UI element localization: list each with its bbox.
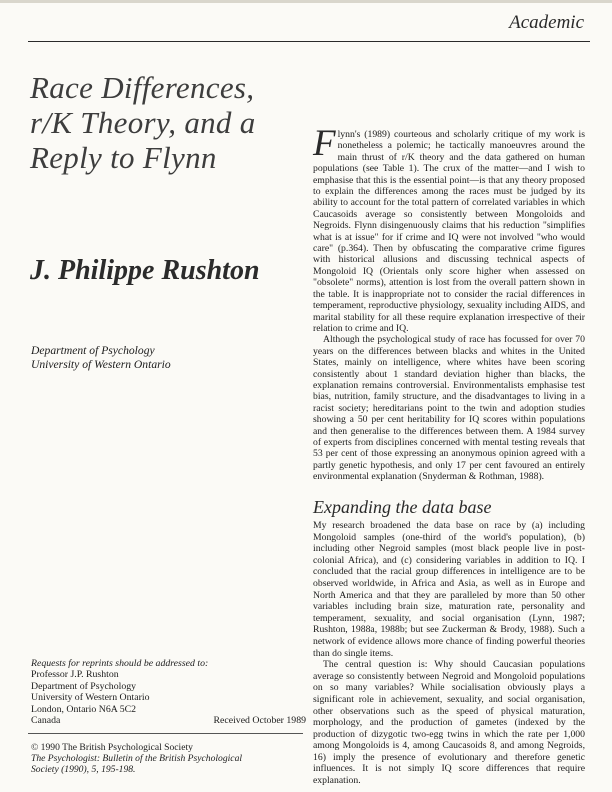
- article-title: Race Differences, r/K Theory, and a Reply to Flynn: [30, 70, 256, 175]
- reprint-lead: Requests for reprints should be addressed to:: [31, 658, 209, 669]
- reprint-university: University of Western Ontario: [31, 692, 150, 704]
- drop-cap: F: [313, 123, 336, 164]
- affiliation: [31, 344, 291, 372]
- journal-credit: [31, 742, 261, 775]
- journal-name: The Psychologist: Bulletin of the British Psychological: [31, 753, 243, 764]
- reprint-country: Canada: [31, 715, 61, 727]
- section-heading: Expanding the data base: [313, 497, 492, 517]
- paragraph-1-text: lynn's (1989) courteous and scholarly critique of my work is nonetheless a polemic; he tactically manoeuvres around the main thrust of r/K theory and the data gathered on human populations (see Table 1). The crux of the matter—and I wish to emphasise that this is the essential point—is that any theory proposed to explain the differences among the races must be judged by its ability to account for the total pattern of correlated variables in which Caucasoids average so consistently between Mongoloids and Negroids. Flynn disingenuously claims that his reduction "simplifies what is at issue" for if crime and IQ were not involved "who would care" (p.364). Then by obfuscating the comparative crime figures with historical allusions and discussing technical aspects of Mongoloid IQ (Orientals only score higher when assessed on "obsolete" norms), attention is lost from the overall pattern shown in the table. It is inappropriate not to consider the racial differences in temperament, reproductive physiology, sexuality including AIDS, and marital stability for all these require explanation irrespective of their relation to crime and IQ.: [313, 129, 585, 334]
- paragraph-3: My research broadened the data base on race by (a) including Mongoloid samples (one-third of the world's population), (b) including other Negroid samples (most black people live in post-colonial Africa), and (c) considering variables in addition to IQ. I concluded that the racial group differences in intelligence are to be observed worldwide, in Africa and Asia, as well as in Europe and North America and that they are paralleled by more than 50 other variables including brain size, maturation rate, personality and temperament, sexuality, and social organisation (Lynn, 1987; Rushton, 1988a, 1988b; but see Zuckerman & Brody, 1988). Such a network of evidence allows more chance of finding powerful theories than do single items.: [313, 520, 585, 659]
- paragraph-4: The central question is: Why should Caucasian populations average so consistently between Negroid and Mongoloid populations on so many variables? While socialisation obviously plays a significant role in achievement, sexuality, and social organisation, other observations such as the speed of physical maturation, morphology, and the production of gametes (indexed by the production of dizygotic two-egg twins in which the rate per 1,000 among Mongoloids is 4, among Caucasoids 8, and among Negroids, 16) imply the presence of evolutionary and therefore genetic influences. It is not simply IQ score differences that require explanation.: [313, 659, 585, 787]
- section-label: Academic: [509, 12, 584, 33]
- reprint-department: Department of Psychology: [31, 680, 137, 692]
- author-name: J. Philippe Rushton: [30, 255, 260, 286]
- article-body-section: [313, 520, 585, 787]
- top-edge: [0, 0, 612, 3]
- received-date: Received October 1989: [213, 715, 306, 727]
- reprint-name: Professor J.P. Rushton: [31, 669, 119, 681]
- affiliation-department: Department of Psychology: [31, 344, 155, 357]
- header-rule: [28, 41, 590, 42]
- copyright-line: © 1990 The British Psychological Society: [31, 742, 193, 753]
- credit-rule: [28, 733, 303, 734]
- reprint-city: London, Ontario N6A 5C2: [31, 703, 137, 715]
- article-body-intro: [313, 123, 585, 483]
- paragraph-1: [313, 123, 585, 334]
- affiliation-university: University of Western Ontario: [31, 358, 171, 371]
- citation-line: Society (1990), 5, 195-198.: [31, 764, 136, 775]
- reprint-address: [31, 658, 306, 726]
- paragraph-2: Although the psychological study of race has focussed for over 70 years on the differences between blacks and whites in the United States, mainly on intelligence, where whites have been scoring consistently about 1 standard deviation higher than blacks, the explanation remains controversial. Environmentalists emphasise test bias, nutrition, family structure, and the disadvantages to living in a racist society; hereditarians point to the twin and adoption studies showing a 50 per cent heritability for IQ scores within populations and then generalise to the differences between them. A 1984 survey of experts from disciplines concerned with mental testing reveals that 53 per cent of those expressing an anonymous opinion agreed with a partly genetic hypothesis, and only 17 per cent favoured an entirely environmental explanation (Snyderman & Rothman, 1988).: [313, 334, 585, 483]
